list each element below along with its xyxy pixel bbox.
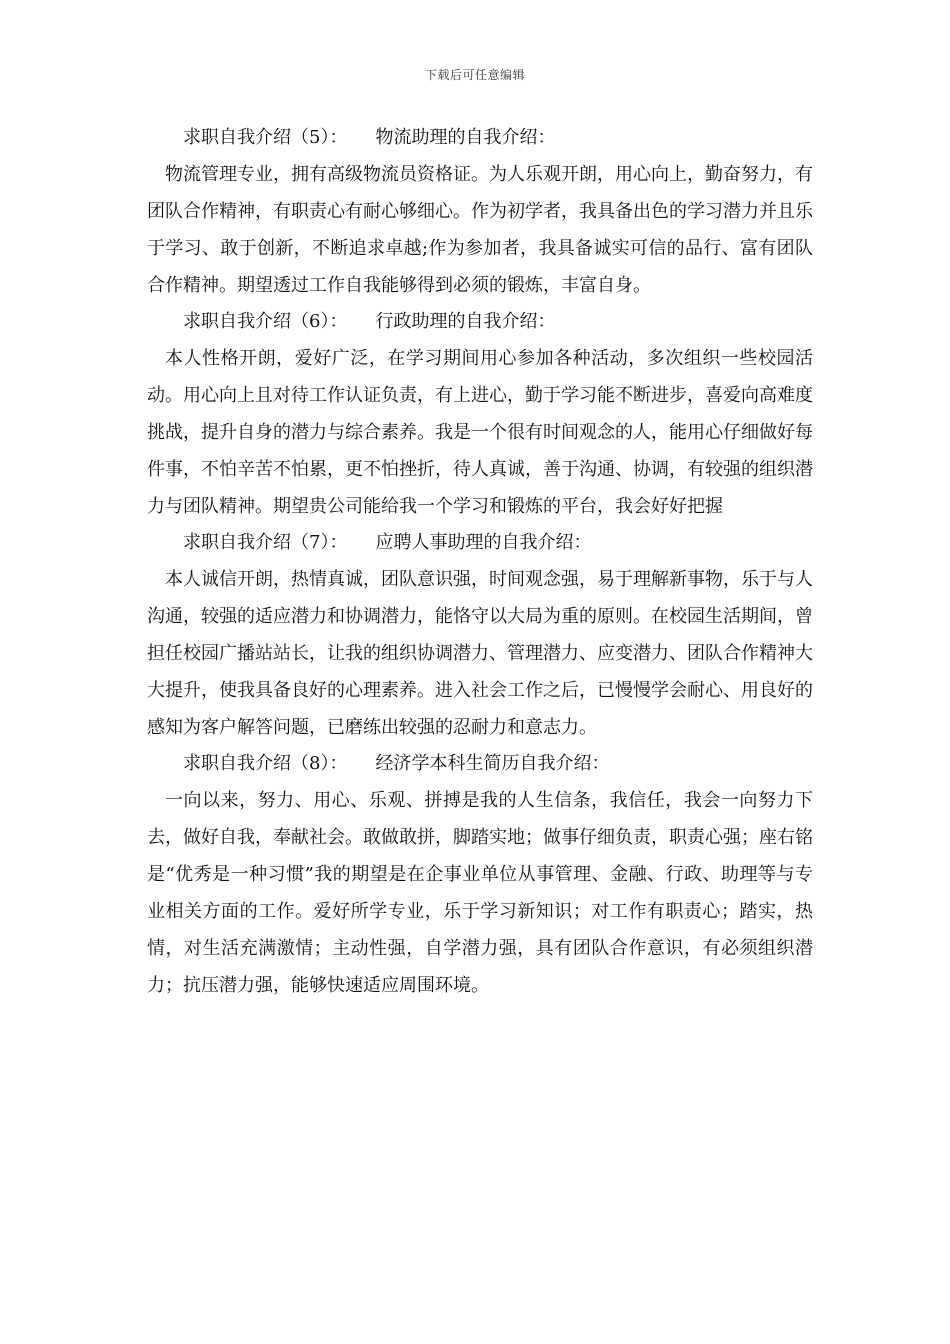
section-7	[147, 525, 813, 746]
section-6	[147, 304, 813, 525]
section-subtitle: 行政助理的自我介绍：	[375, 311, 556, 332]
section-title	[147, 304, 813, 340]
section-title	[147, 120, 813, 156]
section-heading: 求职自我介绍（5）：	[183, 127, 348, 148]
section-8	[147, 746, 813, 1004]
section-heading: 求职自我介绍（8）：	[183, 753, 348, 774]
section-paragraph: 物流管理专业，拥有高级物流员资格证。为人乐观开朗，用心向上，勤奋努力，有团队合作精神，有职责心有耐心够细心。作为初学者，我具备出色的学习潜力并且乐于学习、敢于创新，不断追求卓越;作为参加者，我具备诚实可信的品行、富有团队合作精神。期望透过工作自我能够得到必须的锻炼，丰富自身。	[147, 164, 813, 296]
section-subtitle: 经济学本科生简历自我介绍：	[375, 753, 610, 774]
section-subtitle: 物流助理的自我介绍：	[375, 127, 556, 148]
section-5	[147, 120, 813, 304]
section-title	[147, 746, 813, 782]
section-heading: 求职自我介绍（7）：	[183, 532, 348, 553]
section-paragraph: 一向以来，努力、用心、乐观、拼搏是我的人生信条，我信任，我会一向努力下去，做好自我，奉献社会。敢做敢拼，脚踏实地；做事仔细负责，职责心强；座右铭是“优秀是一种习惯”我的期望是在企事业单位从事管理、金融、行政、助理等与专业相关方面的工作。爱好所学专业，乐于学习新知识；对工作有职责心；踏实，热情，对生活充满激情；主动性强，自学潜力强，具有团队合作意识，有必须组织潜力；抗压潜力强，能够快速适应周围环境。	[147, 790, 813, 996]
section-title	[147, 525, 813, 561]
section-paragraph: 本人诚信开朗，热情真诚，团队意识强，时间观念强，易于理解新事物，乐于与人沟通，较强的适应潜力和协调潜力，能恪守以大局为重的原则。在校园生活期间，曾担任校园广播站站长，让我的组织协调潜力、管理潜力、应变潜力、团队合作精神大大提升，使我具备良好的心理素养。进入社会工作之后，已慢慢学会耐心、用良好的感知为客户解答问题，已磨练出较强的忍耐力和意志力。	[147, 569, 813, 738]
section-subtitle: 应聘人事助理的自我介绍：	[375, 532, 592, 553]
header-note: 下载后可任意编辑	[424, 68, 525, 82]
section-heading: 求职自我介绍（6）：	[183, 311, 348, 332]
document-body	[147, 120, 813, 1004]
section-paragraph: 本人性格开朗，爱好广泛，在学习期间用心参加各种活动，多次组织一些校园活动。用心向上且对待工作认证负责，有上进心，勤于学习能不断进步，喜爱向高难度挑战，提升自身的潜力与综合素养。我是一个很有时间观念的人，能用心仔细做好每件事，不怕辛苦不怕累，更不怕挫折，待人真诚，善于沟通、协调，有较强的组织潜力与团队精神。期望贵公司能给我一个学习和锻炼的平台，我会好好把握	[147, 348, 813, 517]
